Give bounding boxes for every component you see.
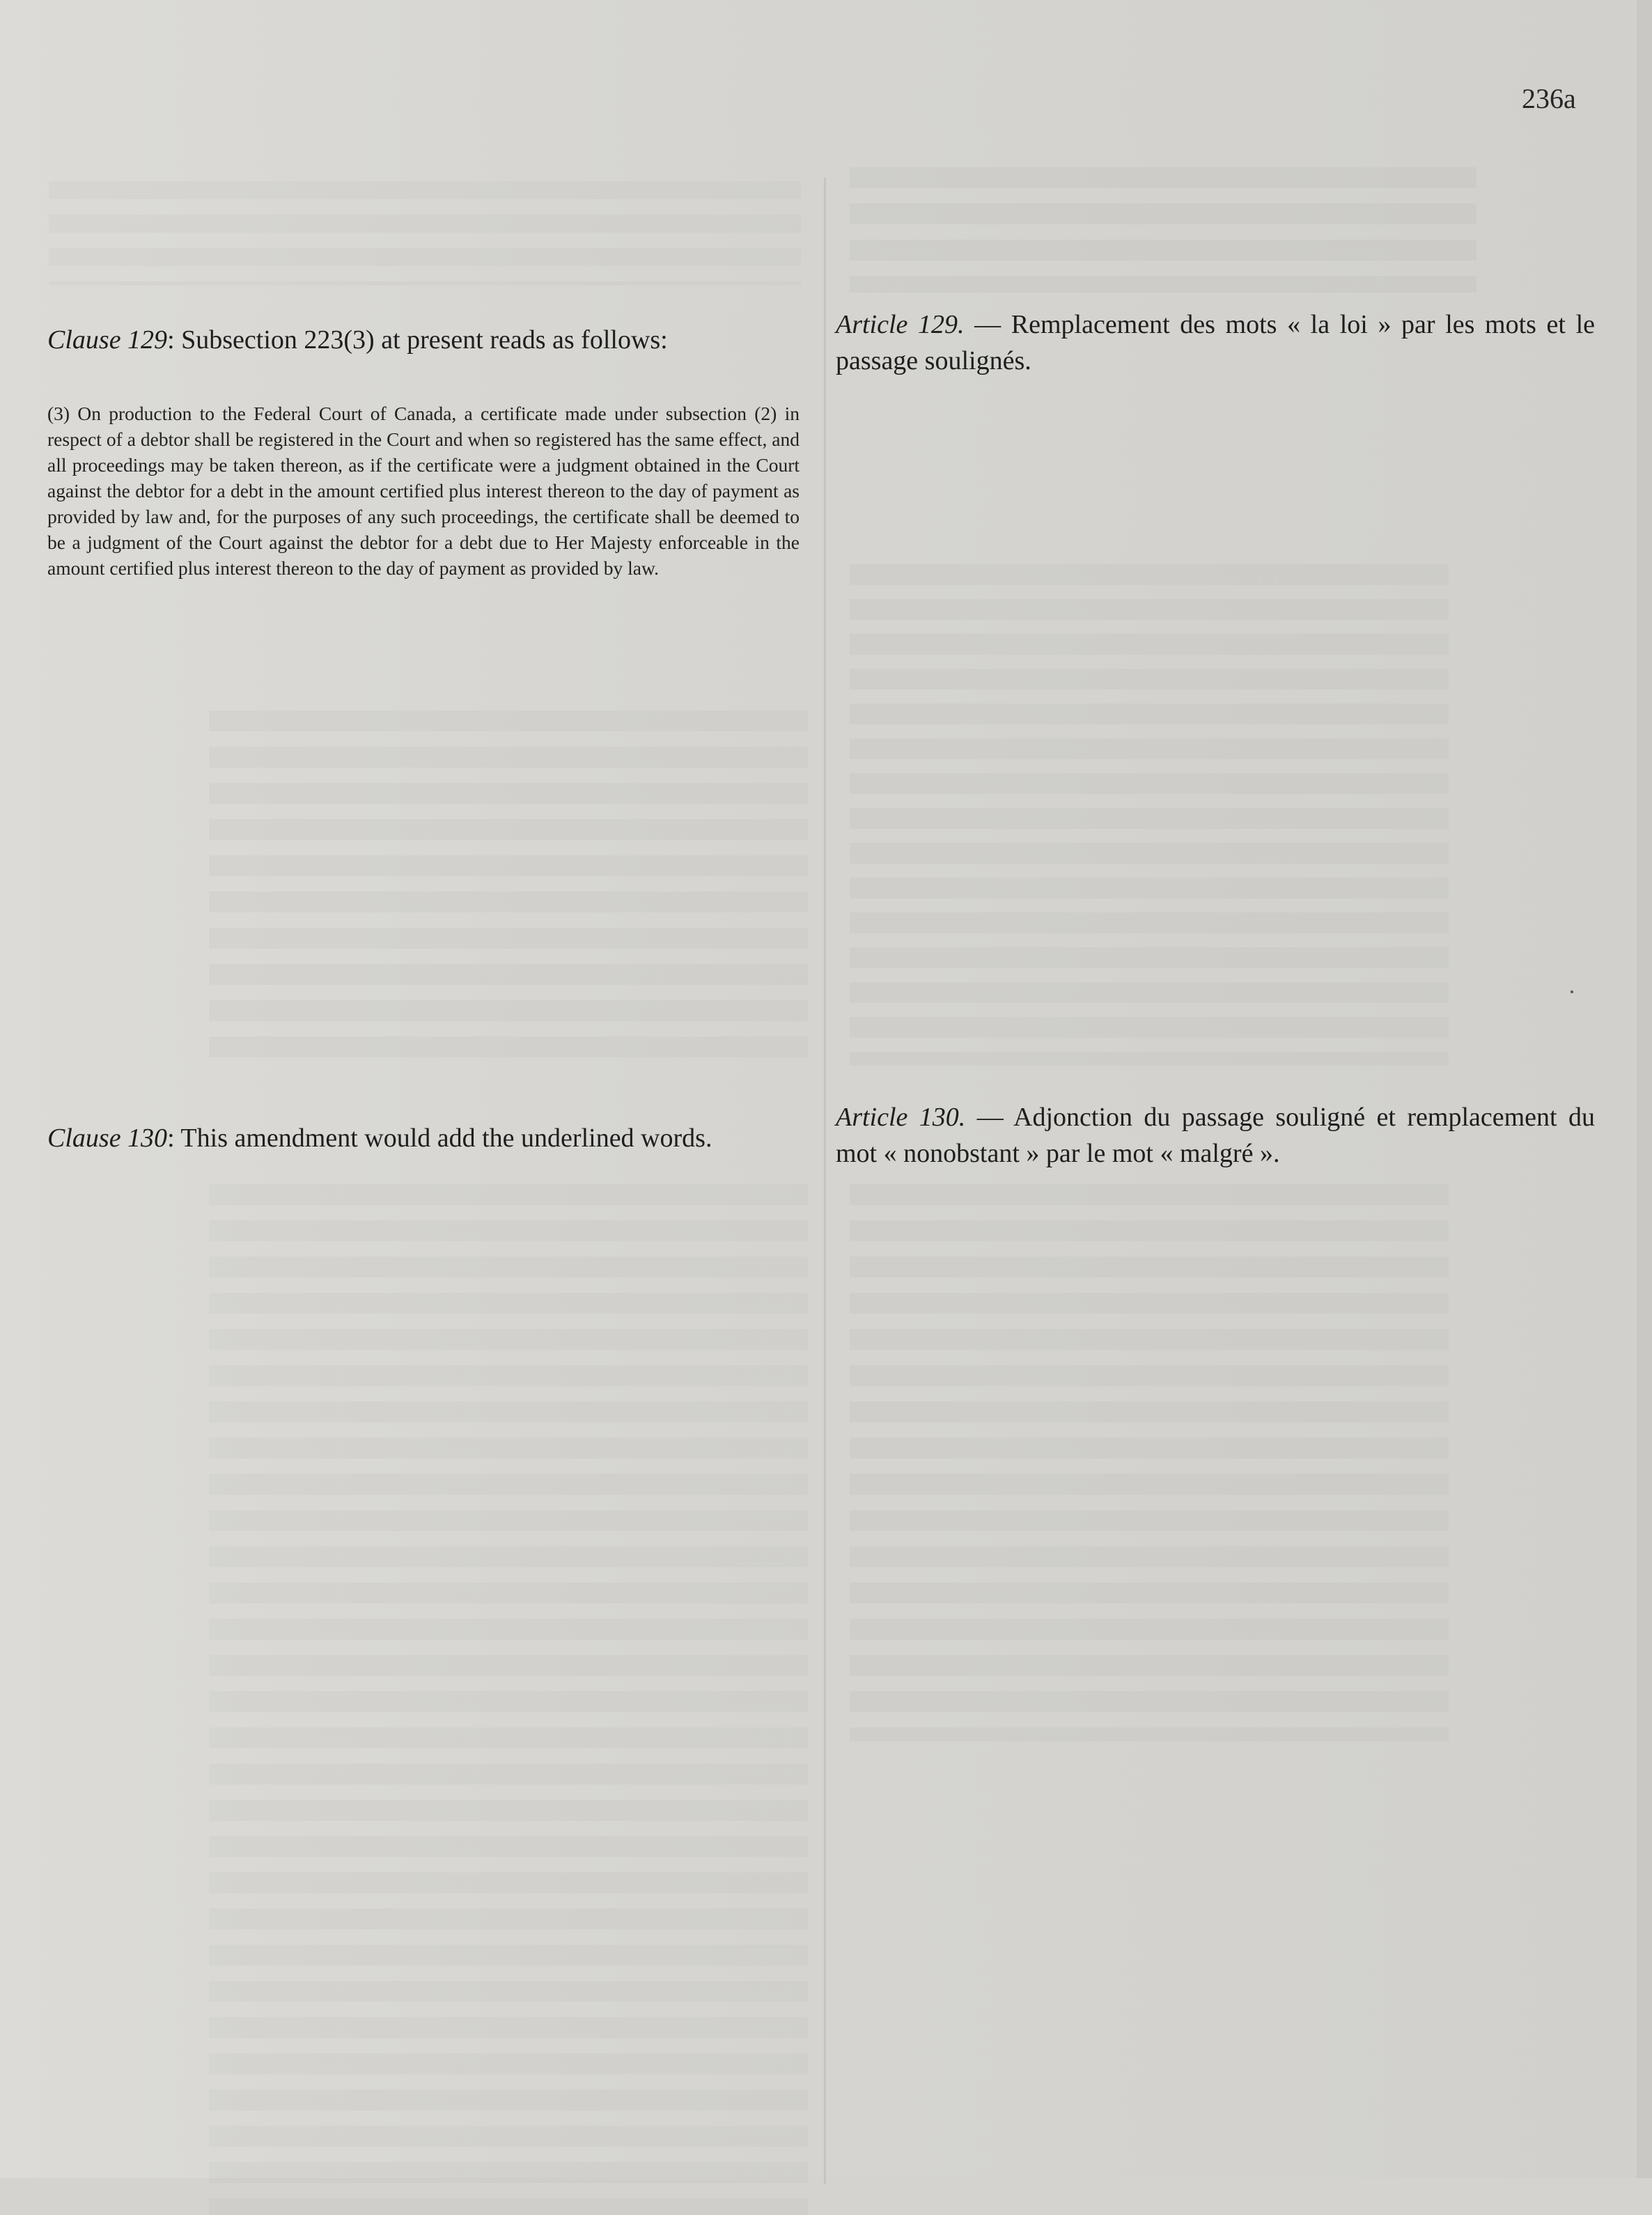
column-divider <box>824 178 826 2184</box>
page-edge-shadow <box>1637 0 1652 2178</box>
page-number: 236a <box>1522 83 1576 114</box>
bleed-through-text <box>209 1184 808 2215</box>
clause-130-note <box>47 1120 803 1156</box>
article-130-note <box>836 1099 1595 1172</box>
paper-speck <box>1571 990 1573 993</box>
article-129-note <box>836 306 1595 379</box>
bleed-through-text <box>850 1184 1449 1741</box>
quoted-provision-text: (3) On production to the Federal Court of Canada, a certificate made under subsection (2) in respect of a debtor shall be registered in the Court and when so registered has the same effect, and all proceedings may be taken thereon, as if the certificate were a judgment obtained in the Court against the debtor for a debt in the amount certified plus interest thereon to the day of payment as provided by law and, for the purposes of any such proceedings, the certificate shall be deemed to be a judgment of the Court against the debtor for a debt due to Her Majesty enforceable in the amount certified plus interest thereon to the day of payment as provided by law. <box>47 403 800 579</box>
clause-130-label: Clause 130 <box>47 1124 168 1153</box>
bleed-through-text <box>850 564 1449 1066</box>
clause-129-label: Clause 129 <box>47 325 168 355</box>
article-129-label: Article 129. <box>836 310 965 339</box>
bleed-through-text <box>49 181 801 286</box>
clause-129-note <box>47 322 803 358</box>
quoted-subsection-223-3 <box>47 401 800 581</box>
bleed-through-text <box>850 167 1476 293</box>
clause-129-text: : Subsection 223(3) at present reads as follows: <box>167 325 668 355</box>
article-129-text: — Remplacement des mots « la loi » par les mots et le passage soulignés. <box>836 310 1595 375</box>
article-130-label: Article 130. <box>836 1103 966 1132</box>
bleed-through-text <box>209 710 808 1059</box>
article-130-text: — Adjonction du passage souligné et remplacement du mot « nonobstant » par le mot « malgré ». <box>836 1103 1596 1168</box>
clause-130-text: : This amendment would add the underlined words. <box>167 1124 712 1153</box>
